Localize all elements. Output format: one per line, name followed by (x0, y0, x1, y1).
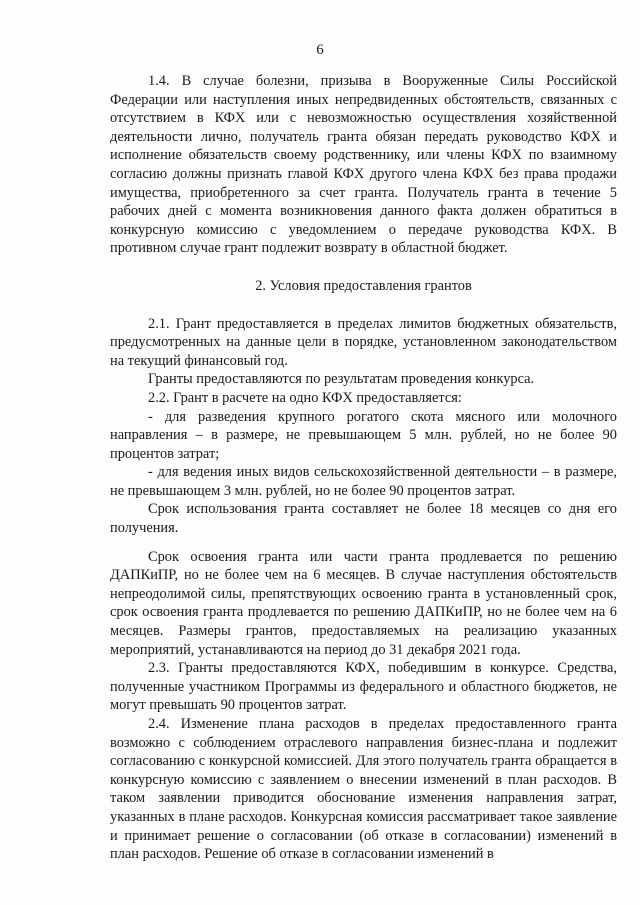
paragraph-2-4: 2.4. Изменение плана расходов в пределах предоставленного гранта возможно с соблюдением отраслевого направления бизнес-плана и подлежит согласованию с конкурсной комиссией. Для этого получатель гранта обращается в конкурсную комиссию с заявлением о внесении изменений в план расходов. В таком заявлении приводится обоснование изменения направления затрат, указанных в плане расходов. Конкурсная комиссия рассматривает такое заявление и принимает решение о согласовании (об отказе в согласовании) изменений в план расходов. Решение об отказе в согласовании изменений в (110, 716, 617, 863)
document-body (110, 72, 617, 864)
paragraph-1-4: 1.4. В случае болезни, призыва в Вооруженные Силы Российской Федерации или наступления иных непредвиденных обстоятельств, связанных с отсутствием в КФХ или с невозможностью осуществления хозяйственной деятельности лично, получатель гранта обязан передать руководство КФХ и исполнение обязательств своему родственнику, или члены КФХ по взаимному согласию должны признать главой КФХ другого члена КФХ без права продажи имущества, приобретенного за счет гранта. Получатель гранта в течение 5 рабочих дней с момента возникновения данного факта должен обратиться в конкурсную комиссию с уведомлением о передаче руководства КФХ. В противном случае грант подлежит возврату в областной бюджет. (110, 73, 617, 257)
section-title: 2. Условия предоставления грантов (255, 277, 472, 294)
list-item-other-activities: - для ведения иных видов сельскохозяйственной деятельности – в размере, не превышающем 3 млн. рублей, но не более 90 процентов затрат. (110, 464, 617, 499)
paragraph-2-1: 2.1. Грант предоставляется в пределах лимитов бюджетных обязательств, предусмотренных на данные цели в порядке, установленном законодательством на текущий финансовый год. (110, 315, 617, 369)
paragraph-2-2: 2.2. Грант в расчете на одно КФХ предоставляется: (148, 389, 462, 406)
paragraph-2-3: 2.3. Гранты предоставляются КФХ, победившим в конкурсе. Средства, полученные участником Программы из федерального и областного бюджетов, не могут превышать 90 процентов затрат. (110, 660, 617, 714)
page-number: 6 (316, 42, 324, 58)
paragraph-grants-contest: Гранты предоставляются по результатам проведения конкурса. (148, 371, 535, 388)
paragraph-usage-term: Срок использования гранта составляет не более 18 месяцев со дня его получения. (110, 501, 617, 537)
paragraph-development-term: Срок освоения гранта или части гранта продлевается по решению ДАПКиПР, но не более чем на 6 месяцев. В случае наступления обстоятельств непреодолимой силы, препятствующих освоению гранта в установленный срок, срок освоения гранта продлевается по решению ДАПКиПР, но не более чем на 6 месяцев. Размеры грантов, предоставляемых на реализацию указанных мероприятий, устанавливаются на период до 31 декабря 2021 года. (110, 548, 617, 658)
list-item-cattle: - для разведения крупного рогатого скота мясного или молочного направления – в размере, не превышающем 5 млн. рублей, но не более 90 процентов затрат; (110, 408, 617, 462)
